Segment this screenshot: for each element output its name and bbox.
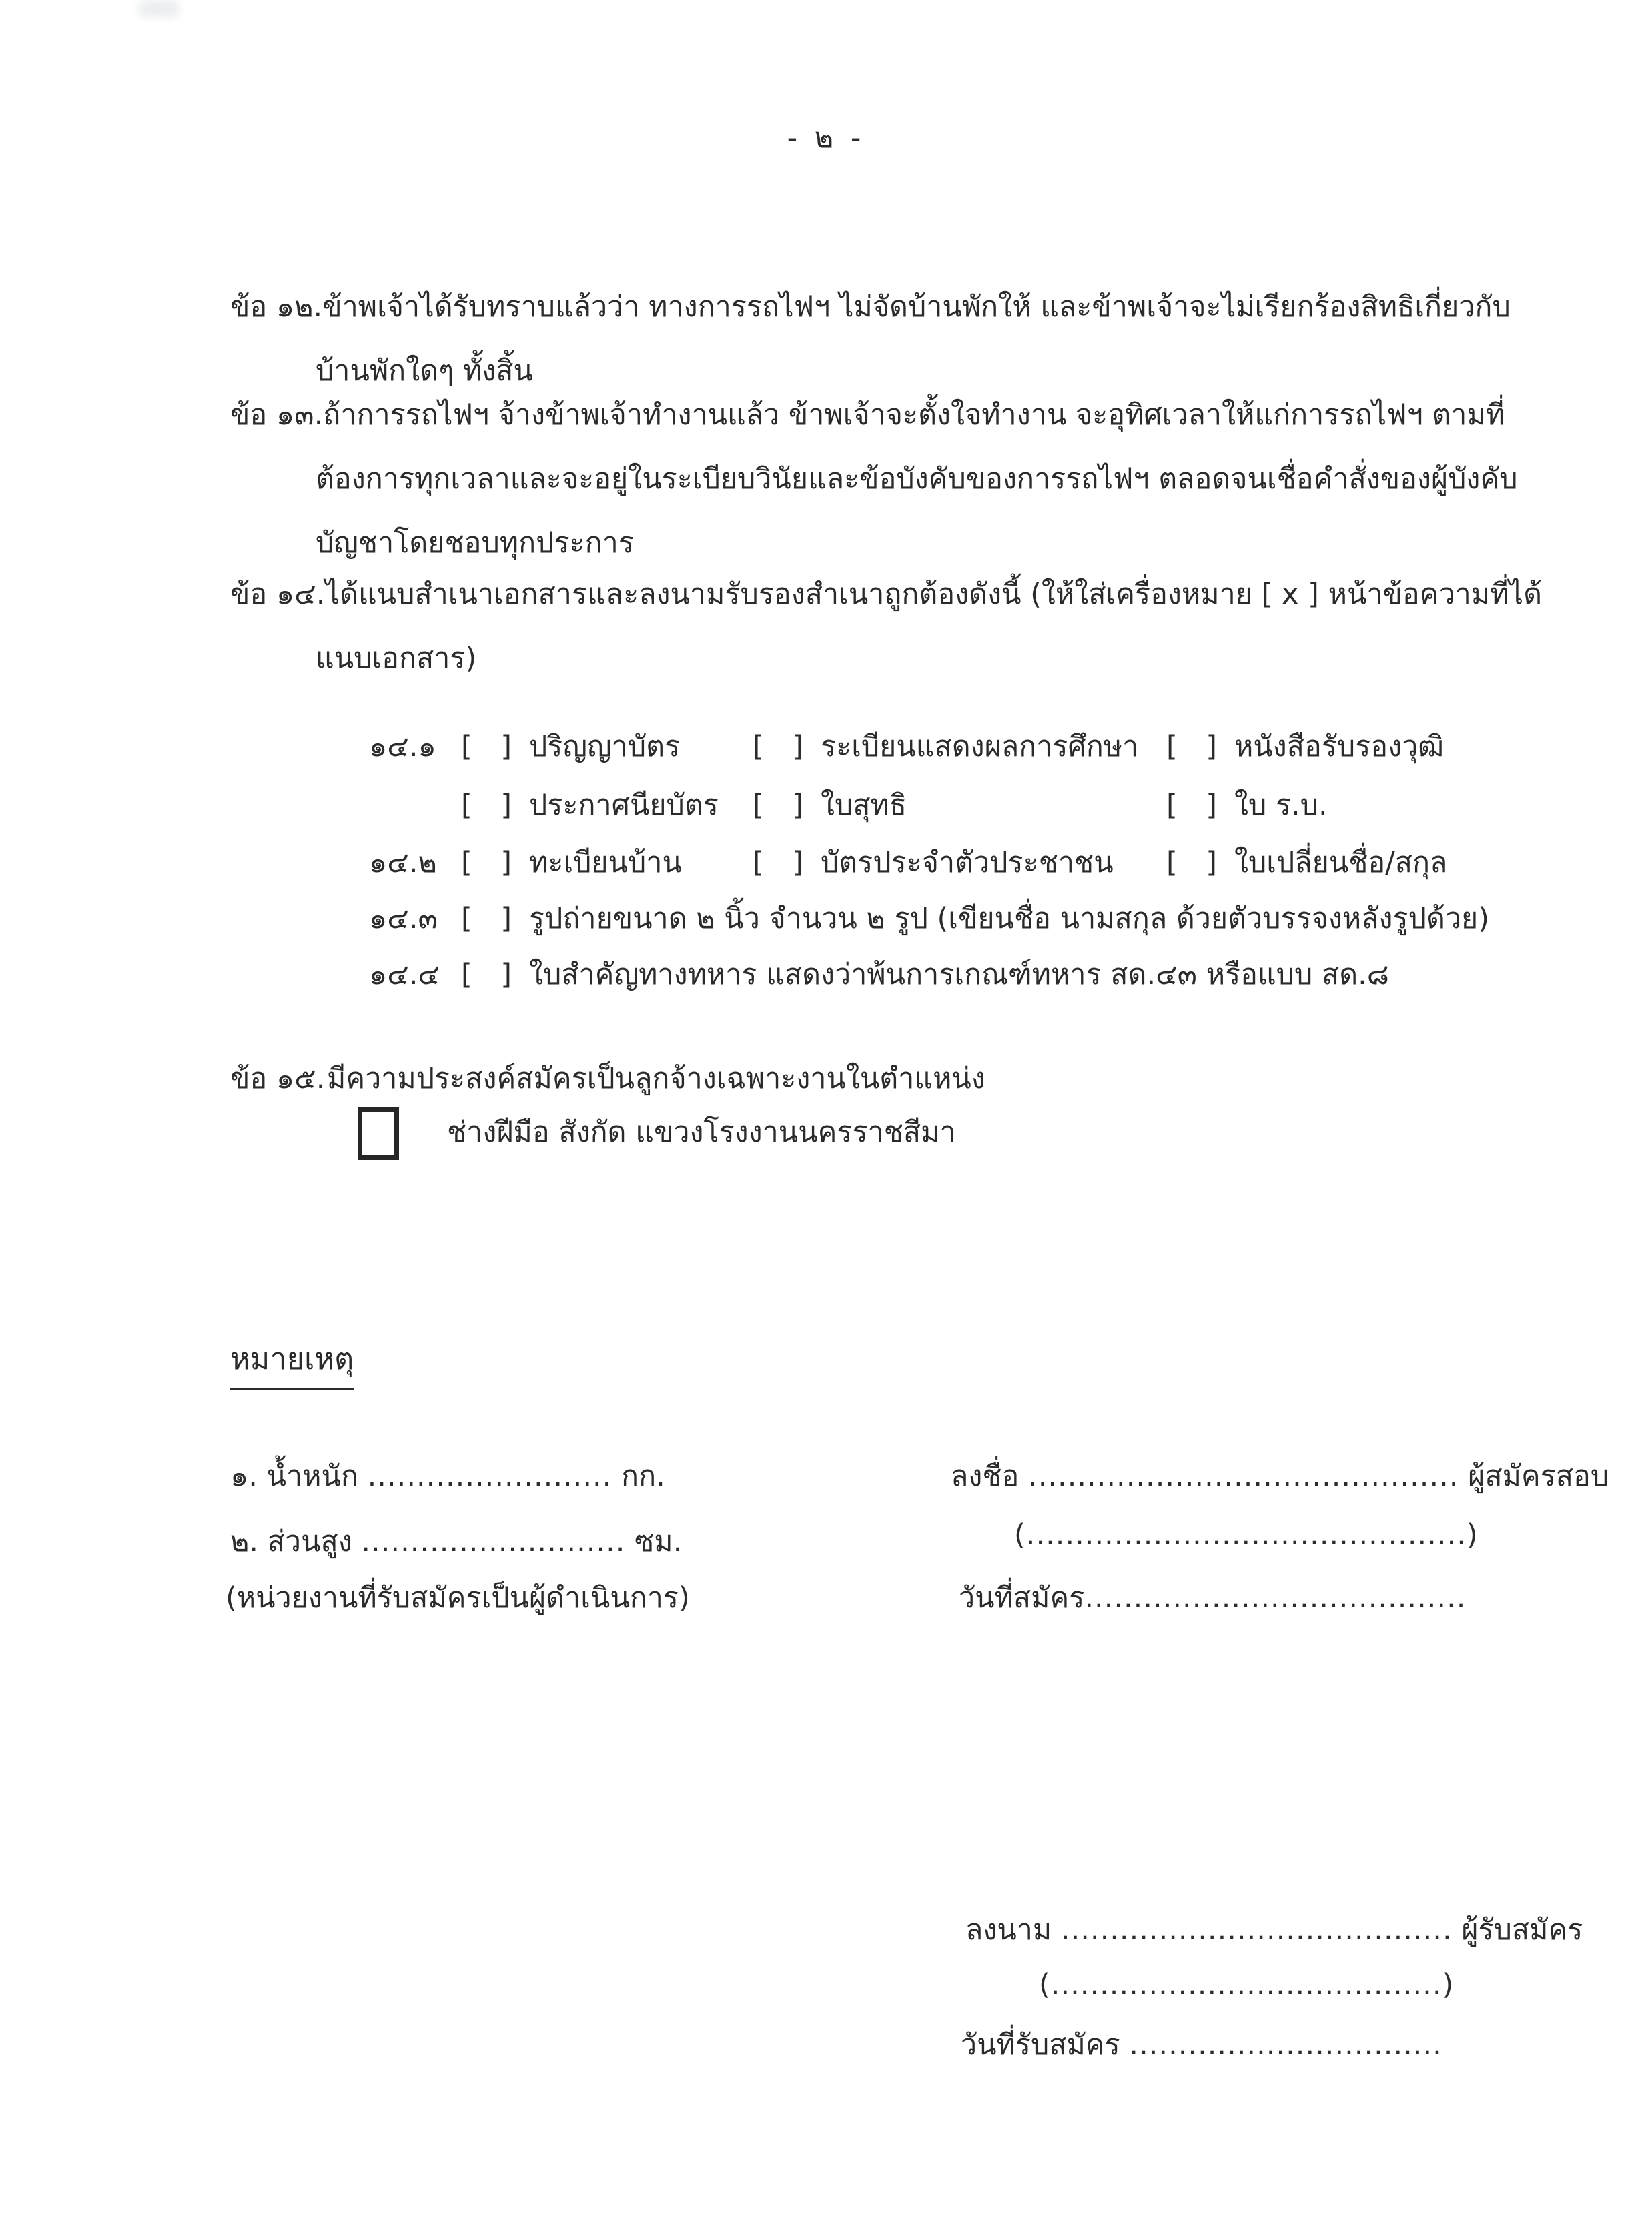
note-label: ส่วนสูง — [267, 1525, 352, 1558]
bracket-open-icon: [ — [1166, 730, 1178, 763]
bracket-close-icon: ] — [792, 846, 803, 879]
checkbox-brackets[interactable] — [461, 785, 512, 826]
checklist-row-14-1b — [369, 785, 1328, 826]
weight-fill-line[interactable]: ......................... — [367, 1460, 612, 1493]
bracket-close-icon: ] — [792, 730, 803, 763]
checkbox-label: ปริญญาบัตร — [529, 730, 681, 763]
clause-15 — [230, 1055, 985, 1101]
position-label: ช่างฝีมือ สังกัด แขวงโรงงานนครราชสีมา — [447, 1115, 956, 1149]
clause-15-number: ข้อ ๑๕. — [230, 1062, 326, 1095]
bracket-close-icon: ] — [1206, 846, 1217, 879]
scan-artifact — [139, 0, 179, 17]
note-weight — [230, 1453, 665, 1498]
bracket-open-icon: [ — [1166, 846, 1178, 879]
bracket-close-icon: ] — [500, 958, 512, 991]
clause-13-line-3: บัญชาโดยชอบทุกประการ — [316, 526, 634, 560]
bracket-open-icon: [ — [461, 730, 472, 763]
bracket-open-icon: [ — [753, 846, 764, 879]
date-label: วันที่สมัคร — [959, 1581, 1085, 1615]
bracket-open-icon: [ — [753, 730, 764, 763]
note-footnote: (หน่วยงานที่รับสมัครเป็นผู้ดำเนินการ) — [226, 1581, 690, 1615]
checkbox-label: ใบเปลี่ยนชื่อ/สกุล — [1234, 846, 1448, 879]
notes-heading: หมายเหตุ — [230, 1334, 354, 1390]
checkbox-label: ระเบียนแสดงผลการศึกษา — [821, 730, 1139, 763]
checkbox-brackets[interactable] — [753, 842, 803, 883]
checkbox-label: รูปถ่ายขนาด ๒ นิ้ว จำนวน ๒ รูป (เขียนชื่อ นามสกุล ด้วยตัวบรรจงหลังรูปด้วย) — [529, 902, 1489, 935]
clause-14-number: ข้อ ๑๔. — [230, 578, 326, 611]
checkbox-label: ใบ ร.บ. — [1234, 789, 1328, 822]
bracket-open-icon: [ — [461, 902, 472, 935]
checkbox-brackets[interactable] — [461, 898, 512, 939]
clause-14 — [230, 562, 1543, 691]
bracket-close-icon: ] — [792, 789, 803, 822]
checkbox-brackets[interactable] — [461, 726, 512, 767]
checkbox-brackets[interactable] — [461, 954, 512, 995]
checkbox-brackets[interactable] — [1166, 842, 1217, 883]
page-number: - ๒ - — [787, 121, 865, 155]
sign-role: ผู้รับสมัคร — [1461, 1913, 1583, 1947]
checklist-row-14-1 — [369, 726, 1444, 767]
bracket-open-icon: [ — [461, 789, 472, 822]
checklist-number: ๑๔.๔ — [369, 958, 440, 991]
checklist-row-14-3 — [369, 898, 1489, 939]
checklist-number: ๑๔.๒ — [369, 846, 437, 879]
receiver-signature-fill-line[interactable]: ........................................ — [1060, 1913, 1453, 1947]
checkbox-label: บัตรประจำตัวประชาชน — [821, 846, 1114, 879]
clause-12-line-2: บ้านพักใดๆ ทั้งสิ้น — [316, 354, 533, 388]
bracket-open-icon: [ — [1166, 789, 1178, 822]
height-fill-line[interactable]: ........................... — [361, 1525, 626, 1558]
checkbox-label: หนังสือรับรองวุฒิ — [1234, 730, 1444, 763]
clause-15-text: มีความประสงค์สมัครเป็นลูกจ้างเฉพาะงานในตำแหน่ง — [327, 1062, 985, 1095]
checkbox-label: ทะเบียนบ้าน — [529, 846, 682, 879]
note-height — [230, 1518, 682, 1564]
clause-14-line-1 — [230, 562, 1543, 626]
clause-12-number: ข้อ ๑๒. — [230, 290, 323, 324]
checklist-row-14-2 — [369, 842, 1447, 883]
note-number: ๒. — [230, 1525, 259, 1558]
applicant-sign-line — [951, 1453, 1609, 1498]
position-checkbox[interactable] — [358, 1107, 399, 1160]
sign-label: ลงนาม — [965, 1913, 1052, 1947]
bracket-close-icon: ] — [1206, 789, 1217, 822]
bracket-close-icon: ] — [1206, 730, 1217, 763]
bracket-close-icon: ] — [500, 789, 512, 822]
note-unit: กก. — [621, 1460, 665, 1493]
clause-14-line-2: แนบเอกสาร) — [316, 642, 477, 675]
receiver-date-line — [961, 2022, 1442, 2067]
checkbox-brackets[interactable] — [753, 726, 803, 767]
note-number: ๑. — [230, 1460, 258, 1493]
clause-14-text: ได้แนบสำเนาเอกสารและลงนามรับรองสำเนาถูกต้องดังนี้ (ให้ใส่เครื่องหมาย [ x ] หน้าข้อความที่ได้ — [325, 578, 1543, 611]
receiver-sign-line — [965, 1907, 1583, 1952]
checkbox-brackets[interactable] — [753, 785, 803, 826]
sign-role: ผู้สมัครสอบ — [1468, 1460, 1609, 1493]
bracket-open-icon: [ — [461, 846, 472, 879]
clause-13 — [230, 383, 1518, 575]
applicant-date-fill-line[interactable]: ....................................... — [1084, 1581, 1467, 1615]
receiver-date-fill-line[interactable]: ................................ — [1129, 2028, 1442, 2062]
checklist-number: ๑๔.๓ — [369, 902, 438, 935]
checkbox-label: ใบสำคัญทางทหาร แสดงว่าพ้นการเกณฑ์ทหาร สด.๔๓ หรือแบบ สด.๘ — [529, 958, 1389, 991]
receiver-name-fill-line[interactable]: (........................................) — [1039, 1968, 1455, 2001]
position-option — [358, 1107, 956, 1160]
bracket-close-icon: ] — [500, 902, 512, 935]
bracket-open-icon: [ — [461, 958, 472, 991]
sign-label: ลงชื่อ — [951, 1460, 1019, 1493]
checkbox-label: ประกาศนียบัตร — [529, 789, 719, 822]
clause-12-line-1 — [230, 275, 1511, 339]
applicant-name-fill-line[interactable]: (.............................................) — [1014, 1518, 1479, 1552]
note-unit: ซม. — [635, 1525, 683, 1558]
note-label: น้ำหนัก — [266, 1460, 358, 1493]
date-label: วันที่รับสมัคร — [961, 2028, 1120, 2062]
clause-13-text: ถ้าการรถไฟฯ จ้างข้าพเจ้าทำงานแล้ว ข้าพเจ้าจะตั้งใจทำงาน จะอุทิศเวลาให้แก่การรถไฟฯ ตามที่ — [323, 398, 1505, 432]
checklist-number: ๑๔.๑ — [369, 730, 436, 763]
checkbox-brackets[interactable] — [461, 842, 512, 883]
bracket-close-icon: ] — [500, 730, 512, 763]
bracket-open-icon: [ — [753, 789, 764, 822]
checkbox-brackets[interactable] — [1166, 726, 1217, 767]
applicant-date-line — [959, 1575, 1466, 1620]
checkbox-brackets[interactable] — [1166, 785, 1217, 826]
clause-13-number: ข้อ ๑๓. — [230, 398, 324, 432]
clause-12-text: ข้าพเจ้าได้รับทราบแล้วว่า ทางการรถไฟฯ ไม่จัดบ้านพักให้ และข้าพเจ้าจะไม่เรียกร้องสิทธิเกี่ยวกับ — [322, 290, 1511, 324]
checklist-row-14-4 — [369, 954, 1389, 995]
bracket-close-icon: ] — [500, 846, 512, 879]
clause-13-line-1 — [230, 383, 1505, 447]
clause-13-line-2: ต้องการทุกเวลาและจะอยู่ในระเบียบวินัยและข้อบังคับของการรถไฟฯ ตลอดจนเชื่อคำสั่งของผู้บังคับ — [316, 462, 1518, 496]
applicant-signature-fill-line[interactable]: ............................................ — [1028, 1460, 1459, 1493]
checkbox-label: ใบสุทธิ — [821, 789, 907, 822]
